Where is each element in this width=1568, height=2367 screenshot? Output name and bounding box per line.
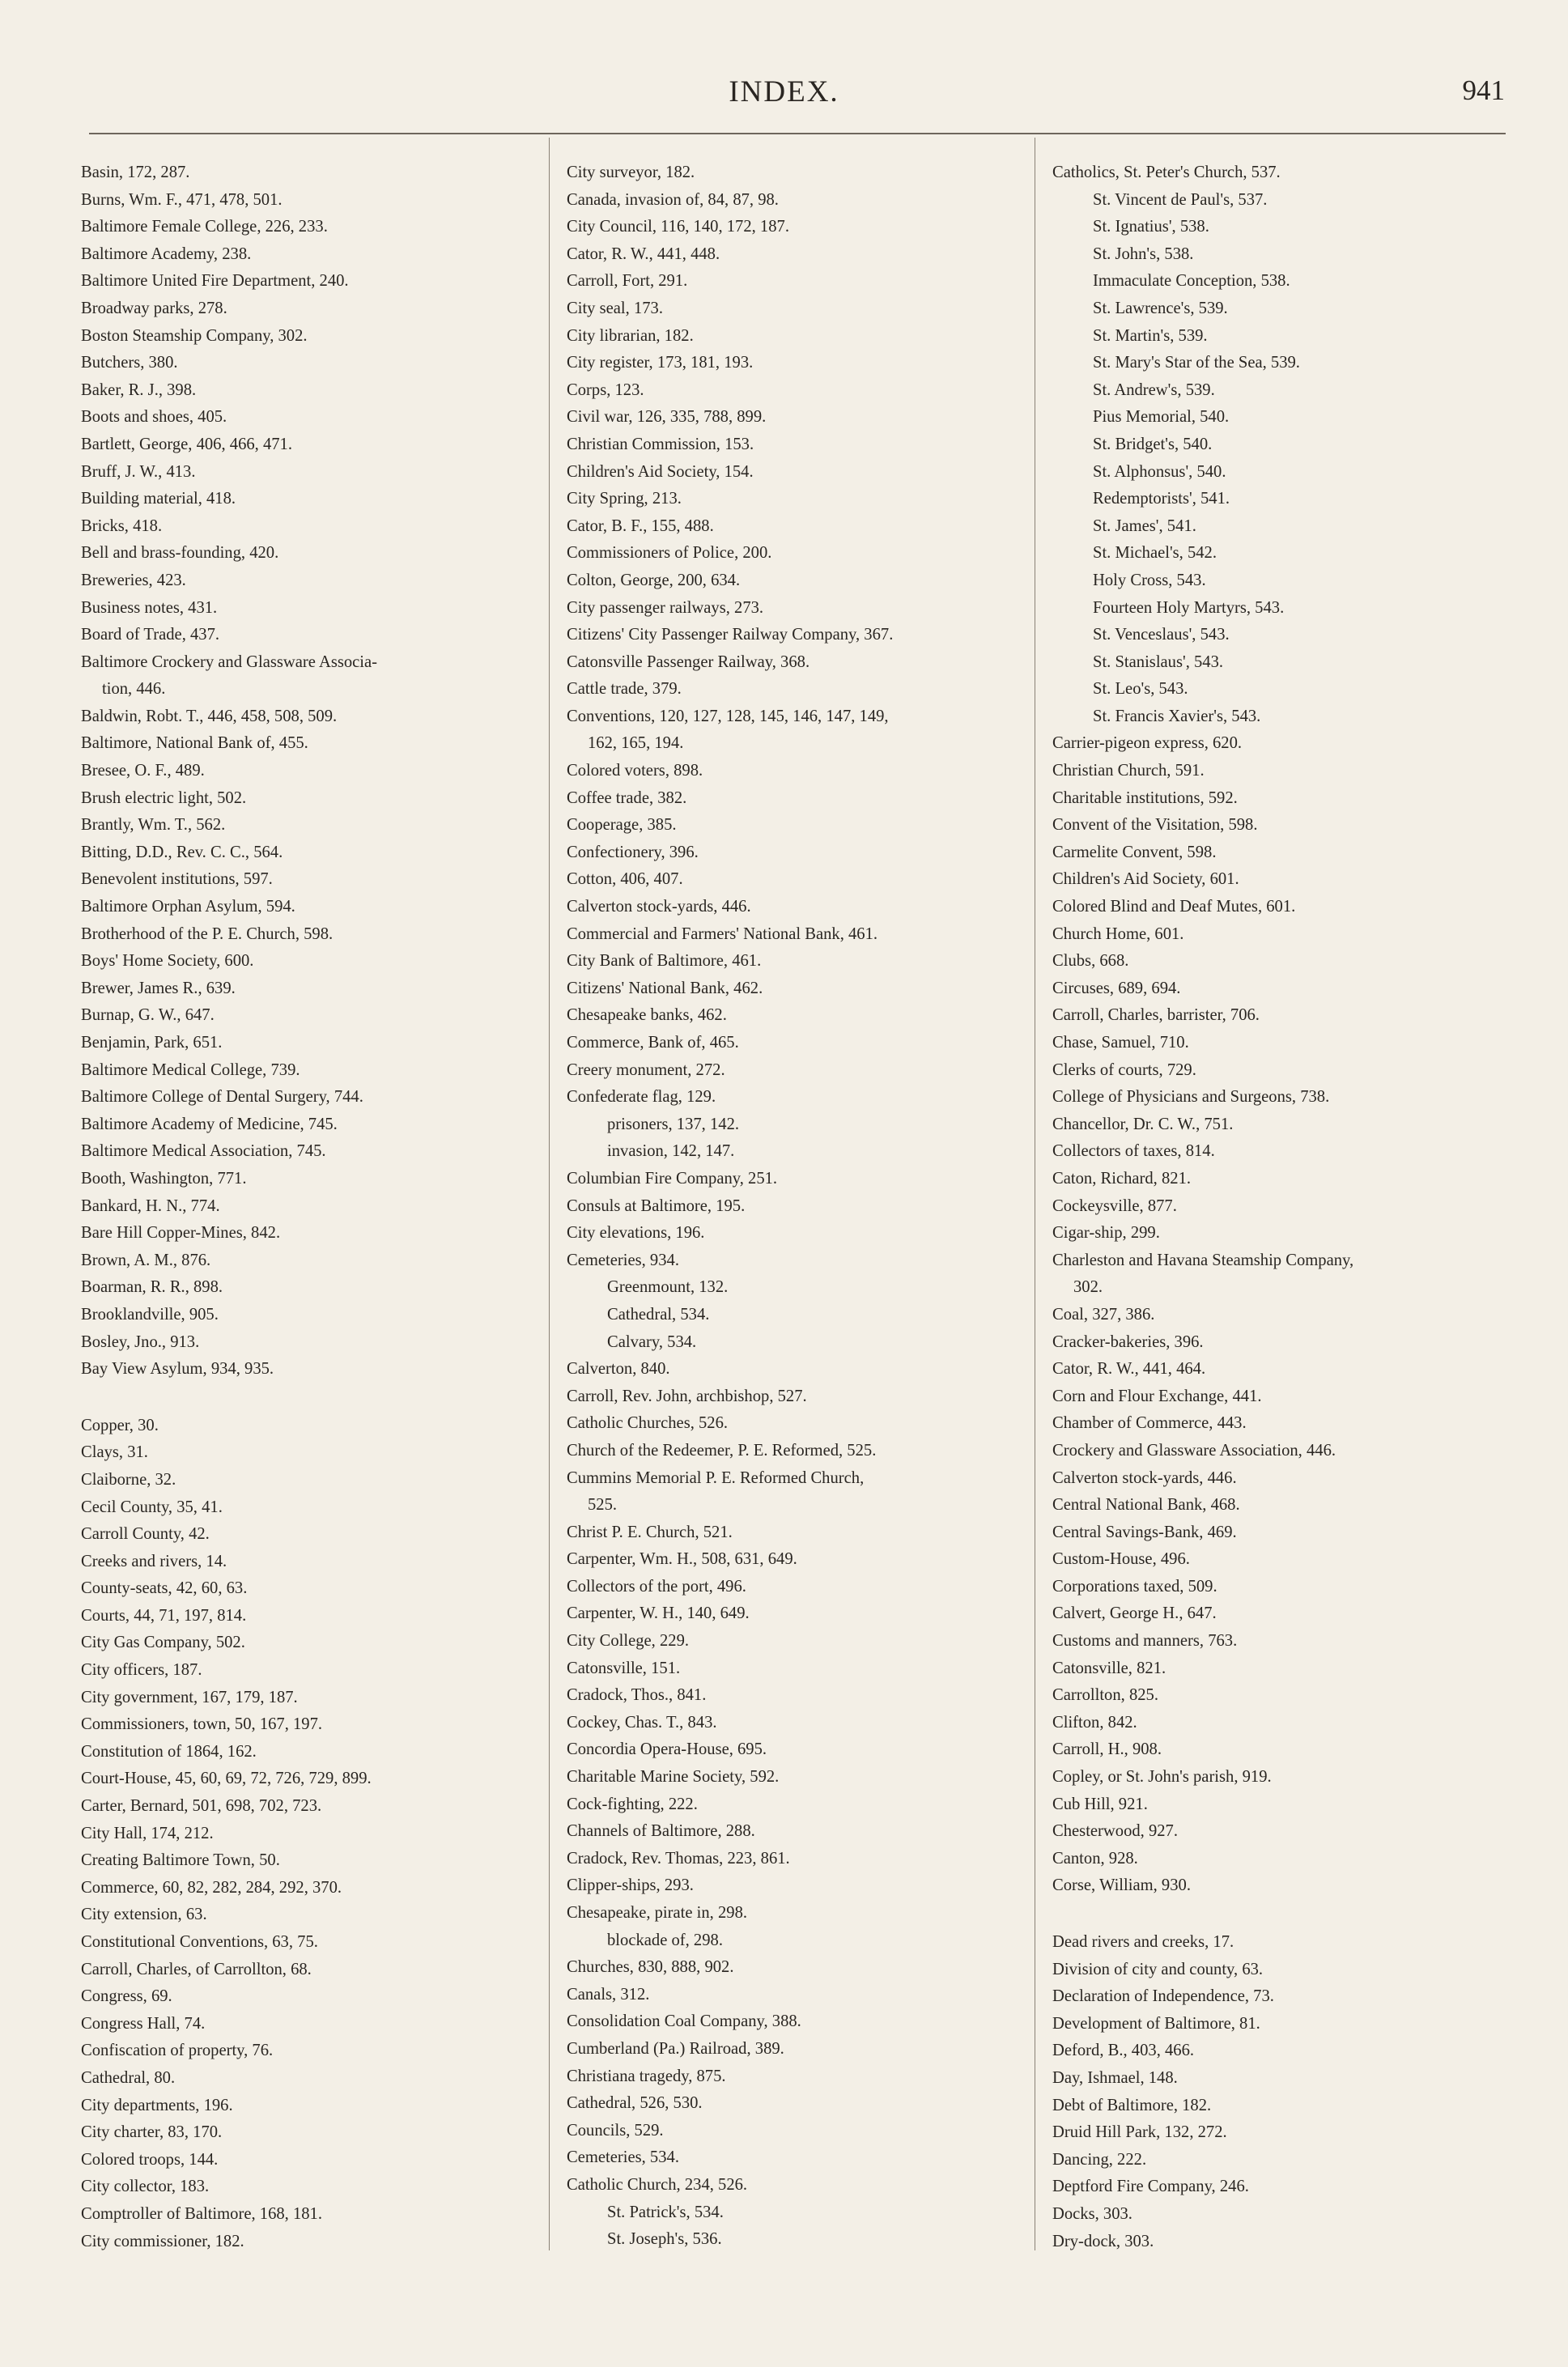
index-entry: Chesapeake banks, 462.: [567, 1006, 727, 1025]
index-entry: Commissioners, town, 50, 167, 197.: [81, 1715, 323, 1734]
index-entry: Cock-fighting, 222.: [567, 1795, 698, 1813]
index-entry: City departments, 196.: [81, 2096, 233, 2114]
index-entry: Charleston and Havana Steamship Company,: [1052, 1251, 1354, 1269]
index-entry: Crockery and Glassware Association, 446.: [1052, 1441, 1336, 1460]
index-entry: Christiana tragedy, 875.: [567, 2067, 726, 2085]
index-entry: City commissioner, 182.: [81, 2232, 244, 2250]
index-entry: Bartlett, George, 406, 466, 471.: [81, 435, 293, 453]
index-entry: Dancing, 222.: [1052, 2150, 1147, 2169]
index-entry: Copper, 30.: [81, 1416, 159, 1434]
page-number: 941: [1462, 74, 1505, 106]
index-entry: Carpenter, W. H., 140, 649.: [567, 1604, 750, 1623]
index-entry: City charter, 83, 170.: [81, 2123, 223, 2142]
index-entry: Church Home, 601.: [1052, 924, 1184, 943]
index-entry: Collectors of the port, 496.: [567, 1577, 746, 1596]
index-entry: Chamber of Commerce, 443.: [1052, 1414, 1247, 1433]
index-entry: Canton, 928.: [1052, 1849, 1138, 1868]
index-entry: Chancellor, Dr. C. W., 751.: [1052, 1115, 1234, 1133]
index-column-1: [81, 159, 534, 2255]
index-entry: City passenger railways, 273.: [567, 598, 764, 617]
index-entry: Christian Commission, 153.: [567, 435, 754, 453]
index-entry: Baltimore College of Dental Surgery, 744.: [81, 1088, 363, 1107]
index-entry: Conventions, 120, 127, 128, 145, 146, 147, 149,: [567, 707, 889, 725]
index-subentry: St. Vincent de Paul's, 537.: [1093, 190, 1268, 209]
index-entry: County-seats, 42, 60, 63.: [81, 1579, 248, 1598]
index-entry: Columbian Fire Company, 251.: [567, 1169, 778, 1188]
index-entry: Cradock, Thos., 841.: [567, 1686, 707, 1705]
index-entry: City Spring, 213.: [567, 490, 682, 508]
index-entry: Brewer, James R., 639.: [81, 979, 236, 997]
index-entry: Catonsville, 821.: [1052, 1659, 1166, 1677]
index-entry: Clubs, 668.: [1052, 952, 1129, 971]
index-entry: Clifton, 842.: [1052, 1713, 1137, 1732]
index-entry: Butchers, 380.: [81, 354, 178, 372]
index-entry: Civil war, 126, 335, 788, 899.: [567, 408, 767, 427]
index-entry: Carter, Bernard, 501, 698, 702, 723.: [81, 1797, 322, 1816]
index-entry: Carroll, H., 908.: [1052, 1740, 1162, 1759]
index-entry: Carpenter, Wm. H., 508, 631, 649.: [567, 1550, 797, 1569]
index-entry: College of Physicians and Surgeons, 738.: [1052, 1088, 1330, 1107]
index-entry: Colored troops, 144.: [81, 2150, 219, 2169]
index-entry: Cockey, Chas. T., 843.: [567, 1713, 717, 1732]
index-entry: Congress, 69.: [81, 1987, 172, 2006]
index-entry: City elevations, 196.: [567, 1224, 705, 1243]
index-entry: Catonsville, 151.: [567, 1659, 681, 1677]
index-entry: Councils, 529.: [567, 2121, 664, 2140]
index-entry: Coffee trade, 382.: [567, 788, 687, 807]
index-entry: Christian Church, 591.: [1052, 762, 1205, 780]
index-entry: Baltimore Crockery and Glassware Associa-: [81, 652, 378, 671]
index-entry: Carmelite Convent, 598.: [1052, 843, 1217, 861]
index-entry: Benjamin, Park, 651.: [81, 1034, 223, 1052]
index-entry: Circuses, 689, 694.: [1052, 979, 1181, 997]
index-entry: City extension, 63.: [81, 1906, 207, 1924]
index-entry: Bricks, 418.: [81, 516, 163, 535]
index-entry: Central National Bank, 468.: [1052, 1496, 1240, 1515]
index-entry: Corse, William, 930.: [1052, 1876, 1191, 1895]
index-entry: City College, 229.: [567, 1632, 690, 1651]
index-entry: Cumberland (Pa.) Railroad, 389.: [567, 2039, 784, 2058]
index-subentry: Redemptorists', 541.: [1093, 490, 1230, 508]
index-entry: Development of Baltimore, 81.: [1052, 2014, 1260, 2033]
index-entry: Dry-dock, 303.: [1052, 2232, 1154, 2250]
index-entry: Citizens' National Bank, 462.: [567, 979, 763, 997]
index-entry: Colored voters, 898.: [567, 762, 703, 780]
index-entry: City Bank of Baltimore, 461.: [567, 952, 762, 971]
index-entry: Caton, Richard, 821.: [1052, 1169, 1192, 1188]
index-subentry: prisoners, 137, 142.: [607, 1115, 740, 1133]
index-entry: Clays, 31.: [81, 1443, 148, 1462]
index-entry: Copley, or St. John's parish, 919.: [1052, 1768, 1272, 1787]
index-entry: Citizens' City Passenger Railway Company, 367.: [567, 626, 894, 644]
index-entry: Bankard, H. N., 774.: [81, 1196, 220, 1215]
index-entry: Baltimore Academy of Medicine, 745.: [81, 1115, 338, 1133]
index-entry: Booth, Washington, 771.: [81, 1169, 247, 1188]
index-entry: Carroll County, 42.: [81, 1525, 210, 1544]
index-entry: City seal, 173.: [567, 299, 663, 317]
index-subentry: St. Patrick's, 534.: [607, 2203, 724, 2221]
index-entry: Children's Aid Society, 601.: [1052, 870, 1239, 889]
index-subentry: St. Venceslaus', 543.: [1093, 626, 1230, 644]
index-subentry: St. Mary's Star of the Sea, 539.: [1093, 354, 1300, 372]
index-subentry: St. John's, 538.: [1093, 244, 1194, 263]
index-entry: Board of Trade, 437.: [81, 626, 220, 644]
index-entry: Baltimore, National Bank of, 455.: [81, 734, 308, 753]
index-entry-continuation: 162, 165, 194.: [588, 734, 684, 753]
index-entry: Declaration of Independence, 73.: [1052, 1987, 1274, 2006]
index-entry: Creeks and rivers, 14.: [81, 1552, 227, 1570]
index-entry: Cooperage, 385.: [567, 816, 677, 835]
index-entry: Carrollton, 825.: [1052, 1686, 1158, 1705]
index-entry: Comptroller of Baltimore, 168, 181.: [81, 2204, 322, 2223]
index-entry: Catholic Churches, 526.: [567, 1414, 729, 1433]
index-entry: Carroll, Charles, barrister, 706.: [1052, 1006, 1260, 1025]
index-entry: Confectionery, 396.: [567, 843, 699, 861]
index-subentry: invasion, 142, 147.: [607, 1142, 735, 1161]
index-entry: Brush electric light, 502.: [81, 788, 247, 807]
index-subentry: St. Alphonsus', 540.: [1093, 462, 1226, 481]
index-entry: Chase, Samuel, 710.: [1052, 1034, 1189, 1052]
index-entry: Clipper-ships, 293.: [567, 1876, 694, 1895]
index-entry: Carroll, Rev. John, archbishop, 527.: [567, 1387, 807, 1405]
index-entry: Cotton, 406, 407.: [567, 870, 683, 889]
index-entry: Commerce, 60, 82, 282, 284, 292, 370.: [81, 1878, 342, 1897]
index-subentry: St. Leo's, 543.: [1093, 680, 1188, 699]
index-entry: Burns, Wm. F., 471, 478, 501.: [81, 190, 283, 209]
index-entry: Churches, 830, 888, 902.: [567, 1958, 734, 1977]
index-entry: Carrier-pigeon express, 620.: [1052, 734, 1243, 753]
index-entry: Cator, B. F., 155, 488.: [567, 516, 714, 535]
index-entry: Concordia Opera-House, 695.: [567, 1740, 767, 1759]
index-entry: Bay View Asylum, 934, 935.: [81, 1360, 274, 1379]
index-entry: Calverton stock-yards, 446.: [1052, 1468, 1237, 1487]
index-entry: City collector, 183.: [81, 2178, 210, 2196]
index-entry: Cecil County, 35, 41.: [81, 1498, 223, 1516]
index-entry: Cigar-ship, 299.: [1052, 1224, 1160, 1243]
index-entry: Baltimore Orphan Asylum, 594.: [81, 898, 295, 916]
index-entry: Debt of Baltimore, 182.: [1052, 2096, 1212, 2114]
section-gap: [1052, 1900, 1522, 1929]
index-entry: City Gas Company, 502.: [81, 1634, 245, 1652]
index-entry: Baltimore Medical Association, 745.: [81, 1142, 326, 1161]
index-entry: Baker, R. J., 398.: [81, 380, 197, 399]
index-subentry: St. Andrew's, 539.: [1093, 380, 1215, 399]
index-entry: Broadway parks, 278.: [81, 299, 227, 317]
index-entry-continuation: 525.: [588, 1496, 618, 1515]
index-entry: Dead rivers and creeks, 17.: [1052, 1933, 1234, 1951]
index-entry: Colored Blind and Deaf Mutes, 601.: [1052, 898, 1296, 916]
index-entry: Bare Hill Copper-Mines, 842.: [81, 1224, 281, 1243]
index-entry: Channels of Baltimore, 288.: [567, 1822, 755, 1841]
index-subentry: St. Ignatius', 538.: [1093, 218, 1209, 236]
index-entry: Carroll, Fort, 291.: [567, 272, 688, 291]
index-entry: Christ P. E. Church, 521.: [567, 1523, 733, 1541]
page-title: INDEX.: [729, 75, 839, 108]
index-entry: City government, 167, 179, 187.: [81, 1688, 298, 1706]
index-entry: Brantly, Wm. T., 562.: [81, 816, 226, 835]
index-entry: Constitutional Conventions, 63, 75.: [81, 1933, 318, 1951]
index-subentry: Immaculate Conception, 538.: [1093, 272, 1290, 291]
index-entry: Baltimore Medical College, 739.: [81, 1060, 300, 1079]
index-entry: Bresee, O. F., 489.: [81, 762, 205, 780]
index-subentry: Holy Cross, 543.: [1093, 571, 1206, 589]
index-entry: Charitable Marine Society, 592.: [567, 1768, 780, 1787]
index-subentry: St. Stanislaus', 543.: [1093, 652, 1224, 671]
index-entry: Constitution of 1864, 162.: [81, 1742, 257, 1761]
header-rule: [89, 133, 1506, 134]
index-entry: City librarian, 182.: [567, 326, 694, 345]
index-entry: Catonsville Passenger Railway, 368.: [567, 652, 810, 671]
index-entry: Calvert, George H., 647.: [1052, 1604, 1217, 1623]
index-entry: Brotherhood of the P. E. Church, 598.: [81, 924, 334, 943]
index-entry: Convent of the Visitation, 598.: [1052, 816, 1258, 835]
index-entry: Deford, B., 403, 466.: [1052, 2042, 1195, 2060]
index-entry: Boston Steamship Company, 302.: [81, 326, 308, 345]
index-entry: Deptford Fire Company, 246.: [1052, 2178, 1249, 2196]
index-entry: Cathedral, 80.: [81, 2068, 176, 2087]
index-entry: Baltimore Female College, 226, 233.: [81, 218, 328, 236]
index-entry: Burnap, G. W., 647.: [81, 1006, 215, 1025]
index-entry: Court-House, 45, 60, 69, 72, 726, 729, 899.: [81, 1770, 372, 1788]
index-entry: Commercial and Farmers' National Bank, 461.: [567, 924, 878, 943]
index-entry: Cator, R. W., 441, 464.: [1052, 1360, 1206, 1379]
index-entry: Baltimore United Fire Department, 240.: [81, 272, 349, 291]
index-entry: Basin, 172, 287.: [81, 164, 190, 181]
index-entry: Charitable institutions, 592.: [1052, 788, 1238, 807]
index-entry: Brooklandville, 905.: [81, 1305, 219, 1324]
page-header: [0, 74, 1568, 123]
index-entry: Chesterwood, 927.: [1052, 1822, 1179, 1841]
index-subentry: St. Martin's, 539.: [1093, 326, 1208, 345]
index-entry: Division of city and county, 63.: [1052, 1960, 1264, 1978]
index-entry: City Hall, 174, 212.: [81, 1824, 214, 1842]
index-entry: Cattle trade, 379.: [567, 680, 682, 699]
index-entry: Bruff, J. W., 413.: [81, 462, 196, 481]
index-entry: Claiborne, 32.: [81, 1470, 176, 1489]
index-entry: Cummins Memorial P. E. Reformed Church,: [567, 1468, 865, 1487]
index-entry: Calverton, 840.: [567, 1360, 670, 1379]
index-entry: Confederate flag, 129.: [567, 1088, 716, 1107]
index-entry-continuation: tion, 446.: [102, 680, 166, 699]
index-entry: Cemeteries, 934.: [567, 1251, 679, 1269]
index-entry: Consuls at Baltimore, 195.: [567, 1196, 746, 1215]
index-entry: Catholics, St. Peter's Church, 537.: [1052, 164, 1281, 181]
index-entry: City register, 173, 181, 193.: [567, 354, 754, 372]
index-subentry: St. Francis Xavier's, 543.: [1093, 707, 1261, 725]
index-entry: Cub Hill, 921.: [1052, 1795, 1148, 1813]
index-entry: Boots and shoes, 405.: [81, 408, 227, 427]
index-subentry: Calvary, 534.: [607, 1332, 697, 1351]
index-entry: Canals, 312.: [567, 1985, 650, 2004]
section-gap: [81, 1383, 534, 1413]
index-entry: Bell and brass-founding, 420.: [81, 544, 279, 563]
index-entry: Coal, 327, 386.: [1052, 1305, 1155, 1324]
index-entry: Bitting, D.D., Rev. C. C., 564.: [81, 843, 283, 861]
index-entry: Catholic Church, 234, 526.: [567, 2175, 748, 2194]
column-divider: [549, 138, 550, 2250]
index-subentry: St. Bridget's, 540.: [1093, 435, 1213, 453]
index-entry: Corn and Flour Exchange, 441.: [1052, 1387, 1262, 1405]
index-entry: Business notes, 431.: [81, 598, 218, 617]
index-entry: Church of the Redeemer, P. E. Reformed, 525.: [567, 1441, 877, 1460]
index-entry: Bosley, Jno., 913.: [81, 1332, 200, 1351]
index-entry: Breweries, 423.: [81, 571, 186, 589]
index-entry: Cathedral, 526, 530.: [567, 2094, 703, 2113]
index-subentry: blockade of, 298.: [607, 1931, 723, 1949]
index-column-2: [567, 159, 1028, 2254]
index-entry: Custom-House, 496.: [1052, 1550, 1190, 1569]
index-entry: Corporations taxed, 509.: [1052, 1577, 1217, 1596]
index-subentry: Cathedral, 534.: [607, 1305, 710, 1324]
index-entry: Cockeysville, 877.: [1052, 1196, 1177, 1215]
index-entry: Clerks of courts, 729.: [1052, 1060, 1196, 1079]
index-entry: City officers, 187.: [81, 1661, 202, 1680]
index-entry: Creery monument, 272.: [567, 1060, 725, 1079]
index-entry: Canada, invasion of, 84, 87, 98.: [567, 190, 779, 209]
index-subentry: St. Michael's, 542.: [1093, 544, 1217, 563]
index-entry: Cracker-bakeries, 396.: [1052, 1332, 1204, 1351]
index-entry: Druid Hill Park, 132, 272.: [1052, 2123, 1227, 2142]
index-column-3: [1052, 159, 1522, 2255]
index-subentry: St. Joseph's, 536.: [607, 2230, 722, 2249]
index-entry: Commissioners of Police, 200.: [567, 544, 772, 563]
index-entry: Day, Ishmael, 148.: [1052, 2068, 1178, 2087]
index-entry: Carroll, Charles, of Carrollton, 68.: [81, 1960, 312, 1978]
index-entry: Baldwin, Robt. T., 446, 458, 508, 509.: [81, 707, 338, 725]
index-entry: Calverton stock-yards, 446.: [567, 898, 751, 916]
index-entry: Corps, 123.: [567, 380, 644, 399]
index-entry: Congress Hall, 74.: [81, 2014, 206, 2033]
index-entry: Brown, A. M., 876.: [81, 1251, 211, 1269]
index-entry: Courts, 44, 71, 197, 814.: [81, 1606, 247, 1625]
index-entry: Boys' Home Society, 600.: [81, 952, 254, 971]
index-entry: Chesapeake, pirate in, 298.: [567, 1904, 748, 1922]
index-entry: Confiscation of property, 76.: [81, 2042, 274, 2060]
index-entry-continuation: 302.: [1073, 1278, 1103, 1297]
index-subentry: St. James', 541.: [1093, 516, 1196, 535]
index-entry: Cator, R. W., 441, 448.: [567, 244, 720, 263]
index-entry: Children's Aid Society, 154.: [567, 462, 754, 481]
index-subentry: Pius Memorial, 540.: [1093, 408, 1230, 427]
index-entry: Building material, 418.: [81, 490, 236, 508]
index-entry: Creating Baltimore Town, 50.: [81, 1851, 280, 1870]
index-entry: Collectors of taxes, 814.: [1052, 1142, 1215, 1161]
index-entry: Boarman, R. R., 898.: [81, 1278, 223, 1297]
index-entry: Colton, George, 200, 634.: [567, 571, 741, 589]
index-subentry: Fourteen Holy Martyrs, 543.: [1093, 598, 1285, 617]
index-entry: Consolidation Coal Company, 388.: [567, 2012, 801, 2031]
index-entry: Customs and manners, 763.: [1052, 1632, 1238, 1651]
index-entry: Baltimore Academy, 238.: [81, 244, 252, 263]
index-subentry: Greenmount, 132.: [607, 1278, 729, 1297]
index-entry: Docks, 303.: [1052, 2204, 1132, 2223]
index-entry: Commerce, Bank of, 465.: [567, 1034, 739, 1052]
index-entry: City surveyor, 182.: [567, 164, 695, 181]
index-entry: City Council, 116, 140, 172, 187.: [567, 218, 789, 236]
index-subentry: St. Lawrence's, 539.: [1093, 299, 1228, 317]
index-entry: Central Savings-Bank, 469.: [1052, 1523, 1237, 1541]
index-entry: Benevolent institutions, 597.: [81, 870, 273, 889]
index-entry: Cradock, Rev. Thomas, 223, 861.: [567, 1849, 790, 1868]
index-entry: Cemeteries, 534.: [567, 2148, 679, 2167]
